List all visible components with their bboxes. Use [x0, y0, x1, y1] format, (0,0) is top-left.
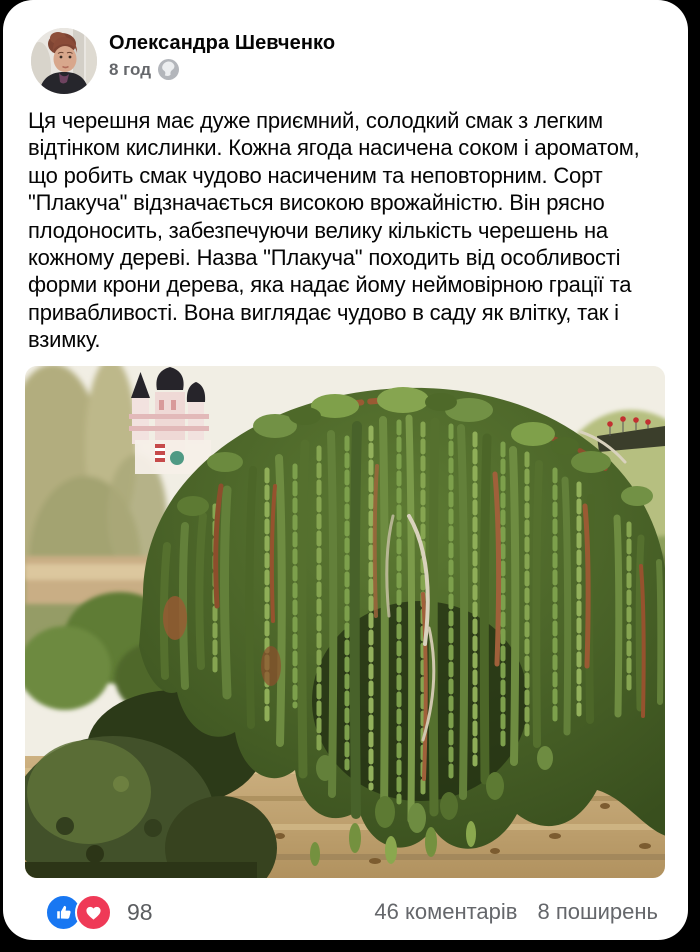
reactions-summary[interactable]	[45, 894, 153, 931]
avatar[interactable]	[31, 28, 97, 94]
post-footer	[3, 878, 688, 931]
post-photo[interactable]	[25, 366, 665, 878]
comments-count[interactable]: 46 коментарів	[374, 899, 518, 925]
privacy-globe-icon	[158, 59, 179, 80]
avatar-portrait	[31, 28, 97, 94]
heart-icon[interactable]	[75, 894, 112, 931]
reaction-count[interactable]: 98	[127, 898, 153, 925]
shares-count[interactable]: 8 поширень	[537, 899, 658, 925]
post-time: 8 год	[109, 59, 151, 79]
author-name[interactable]: Олександра Шевченко	[109, 32, 336, 54]
engagement-counts	[374, 899, 658, 925]
post-header	[3, 0, 688, 94]
post-meta	[109, 28, 335, 80]
post-subline	[109, 59, 335, 80]
weeping-cherry-photo-art	[25, 366, 665, 878]
post-text: Ця черешня має дуже приємний, солодкий смак з легким відтінком кислинки. Кожна ягода насичена соком і ароматом, що робить смак чудово насиченим та неповторним. Сорт "Плакуча" відзначається високою врожайністю. Він рясно плодоносить, забезпечуючи велику кількість черешень на кожному дереві. Назва "Плакуча" походить від особливості форми крони дерева, яка надає йому неймовірною грації та привабливості. Вона виглядає чудово в саду як влітку, так і взимку.	[28, 108, 640, 353]
facebook-post-card	[3, 0, 688, 940]
